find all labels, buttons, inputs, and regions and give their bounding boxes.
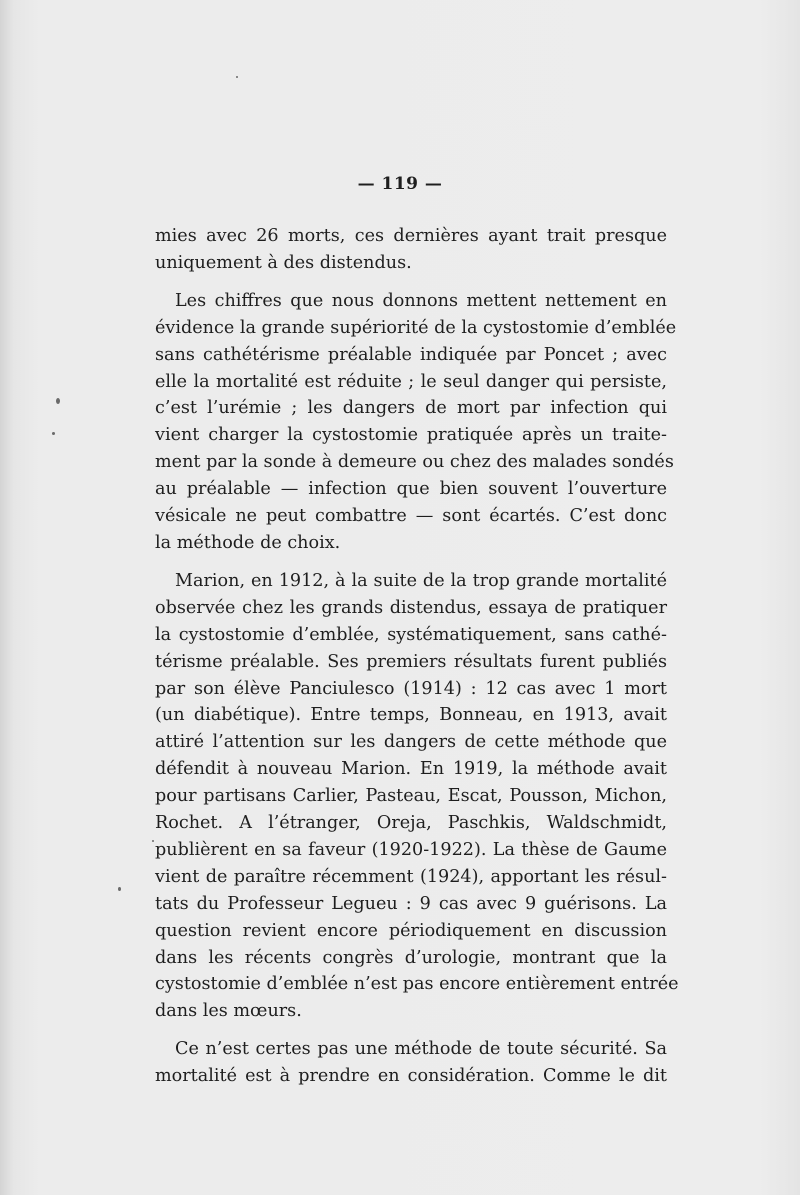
text-line: par son élève Panciulesco (1914) : 12 cas avec 1 mort — [155, 678, 667, 699]
text-line: uniquement à des distendus. — [155, 252, 412, 273]
text-line: évidence la grande supériorité de la cystostomie d’emblée — [155, 317, 677, 338]
scan-speck — [236, 76, 238, 78]
paragraph — [155, 568, 679, 1025]
paragraph — [155, 223, 667, 277]
text-line: la méthode de choix. — [155, 532, 341, 553]
text-line: au préalable — infection que bien souvent l’ouverture — [155, 479, 667, 500]
text-line: Les chiffres que nous donnons mettent nettement en — [175, 290, 667, 311]
text-line: tats du Professeur Legueu : 9 cas avec 9 guérisons. La — [155, 893, 667, 914]
text-line: mortalité est à prendre en considération. Comme le dit — [155, 1066, 667, 1087]
text-line: ment par la sonde à demeure ou chez des malades sondés — [155, 452, 674, 473]
text-line: observée chez les grands distendus, essaya de pratiquer — [155, 597, 667, 618]
text-line: défendit à nouveau Marion. En 1919, la méthode avait — [155, 759, 667, 780]
text-line: la cystostomie d’emblée, systématiquement, sans cathé- — [155, 624, 667, 645]
paragraph — [155, 1036, 667, 1090]
body-text — [155, 223, 679, 1090]
text-line: dans les mœurs. — [155, 1001, 302, 1022]
text-line: attiré l’attention sur les dangers de cette méthode que — [155, 732, 667, 753]
text-line: c’est l’urémie ; les dangers de mort par infection qui — [155, 398, 667, 419]
scan-speck — [152, 840, 154, 842]
text-line: Marion, en 1912, à la suite de la trop grande mortalité — [175, 570, 667, 591]
text-line: Ce n’est certes pas une méthode de toute sécurité. Sa — [175, 1039, 667, 1060]
text-line: térisme préalable. Ses premiers résultats furent publiés — [155, 651, 667, 672]
text-line: pour partisans Carlier, Pasteau, Escat, Pousson, Michon, — [155, 786, 667, 807]
text-line: (un diabétique). Entre temps, Bonneau, en 1913, avait — [155, 705, 667, 726]
text-line: question revient encore périodiquement en discussion — [155, 920, 667, 941]
text-line: sans cathétérisme préalable indiquée par Poncet ; avec — [155, 344, 667, 365]
text-line: mies avec 26 morts, ces dernières ayant trait presque — [155, 226, 667, 246]
text-line: Rochet. A l’étranger, Oreja, Paschkis, Waldschmidt, — [155, 813, 667, 834]
text-line: vient de paraître récemment (1924), apportant les résul- — [155, 866, 667, 887]
scan-speck — [118, 887, 121, 891]
text-line: elle la mortalité est réduite ; le seul danger qui persiste, — [155, 371, 667, 392]
text-line: dans les récents congrès d’urologie, montrant que la — [155, 947, 667, 968]
paragraph — [155, 288, 677, 557]
text-line: cystostomie d’emblée n’est pas encore entièrement entrée — [155, 974, 679, 995]
text-line: publièrent en sa faveur (1920-1922). La thèse de Gaume — [155, 839, 667, 860]
text-line: vésicale ne peut combattre — sont écartés. C’est donc — [155, 506, 667, 527]
scan-speck — [52, 432, 55, 435]
text-line: vient charger la cystostomie pratiquée après un traite- — [155, 425, 667, 446]
page-number: — 119 — — [357, 174, 443, 194]
scan-speck — [56, 398, 60, 404]
